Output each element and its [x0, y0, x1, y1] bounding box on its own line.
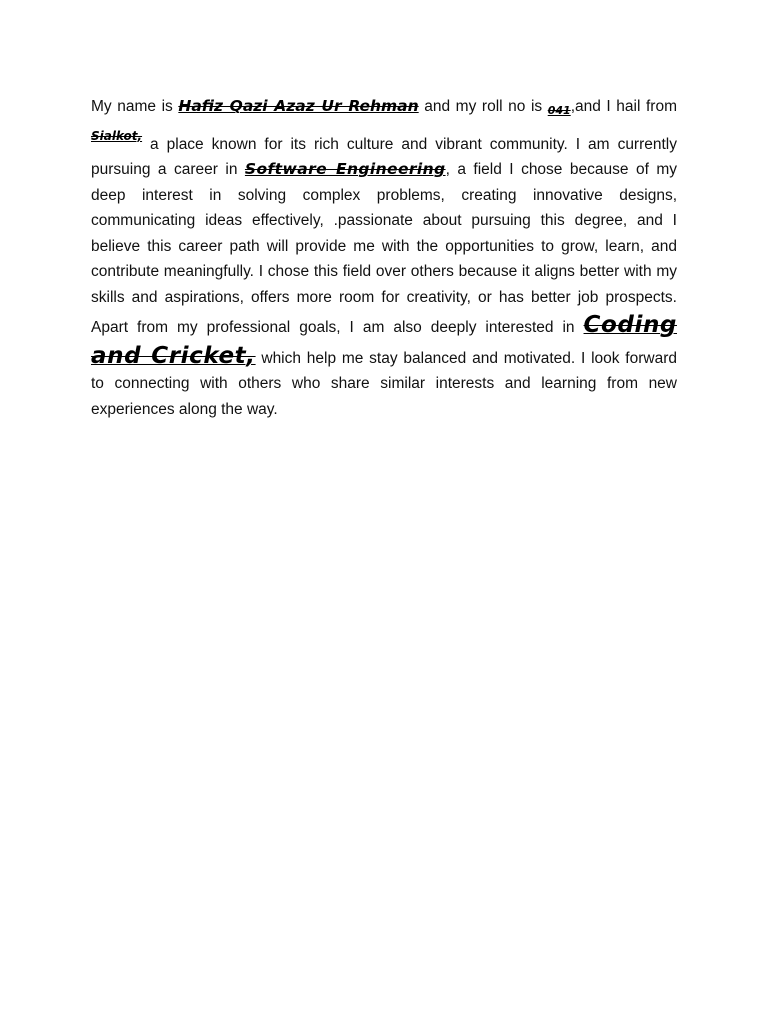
home-city: Sialkot, [91, 128, 143, 143]
career-field: Software Engineering [244, 160, 446, 178]
text-roll: and my roll no is [418, 98, 548, 115]
text-hail: ,and I hail from [570, 98, 677, 115]
hobbies: Coding and Cricket, [91, 312, 677, 369]
roll-number: 041 [547, 104, 571, 117]
student-name: Hafiz Qazi Azaz Ur Rehman [178, 97, 419, 115]
text-my-name: My name is [91, 98, 179, 115]
intro-paragraph [91, 94, 677, 422]
text-end: which help me stay balanced and motivated. I look forward to connecting with others who share similar interests and learning from new experiences along the way. [91, 349, 677, 418]
text-place: a place known for its rich culture and vibrant community. I am currently pursuing a career in [91, 135, 677, 178]
text-field-rest: , a field I chose because of my deep interest in solving complex problems, creating innovative designs, communicating ideas effectively, .passionate about pursuing this degree, and I believe this career path will provide me with the opportunities to grow, learn, and contribute meaningfully. I chose this field over others because it aligns better with my skills and aspirations, offers more room for creativity, or has better job prospects. Apart from my professional goals, I am also deeply interested in [91, 161, 677, 336]
